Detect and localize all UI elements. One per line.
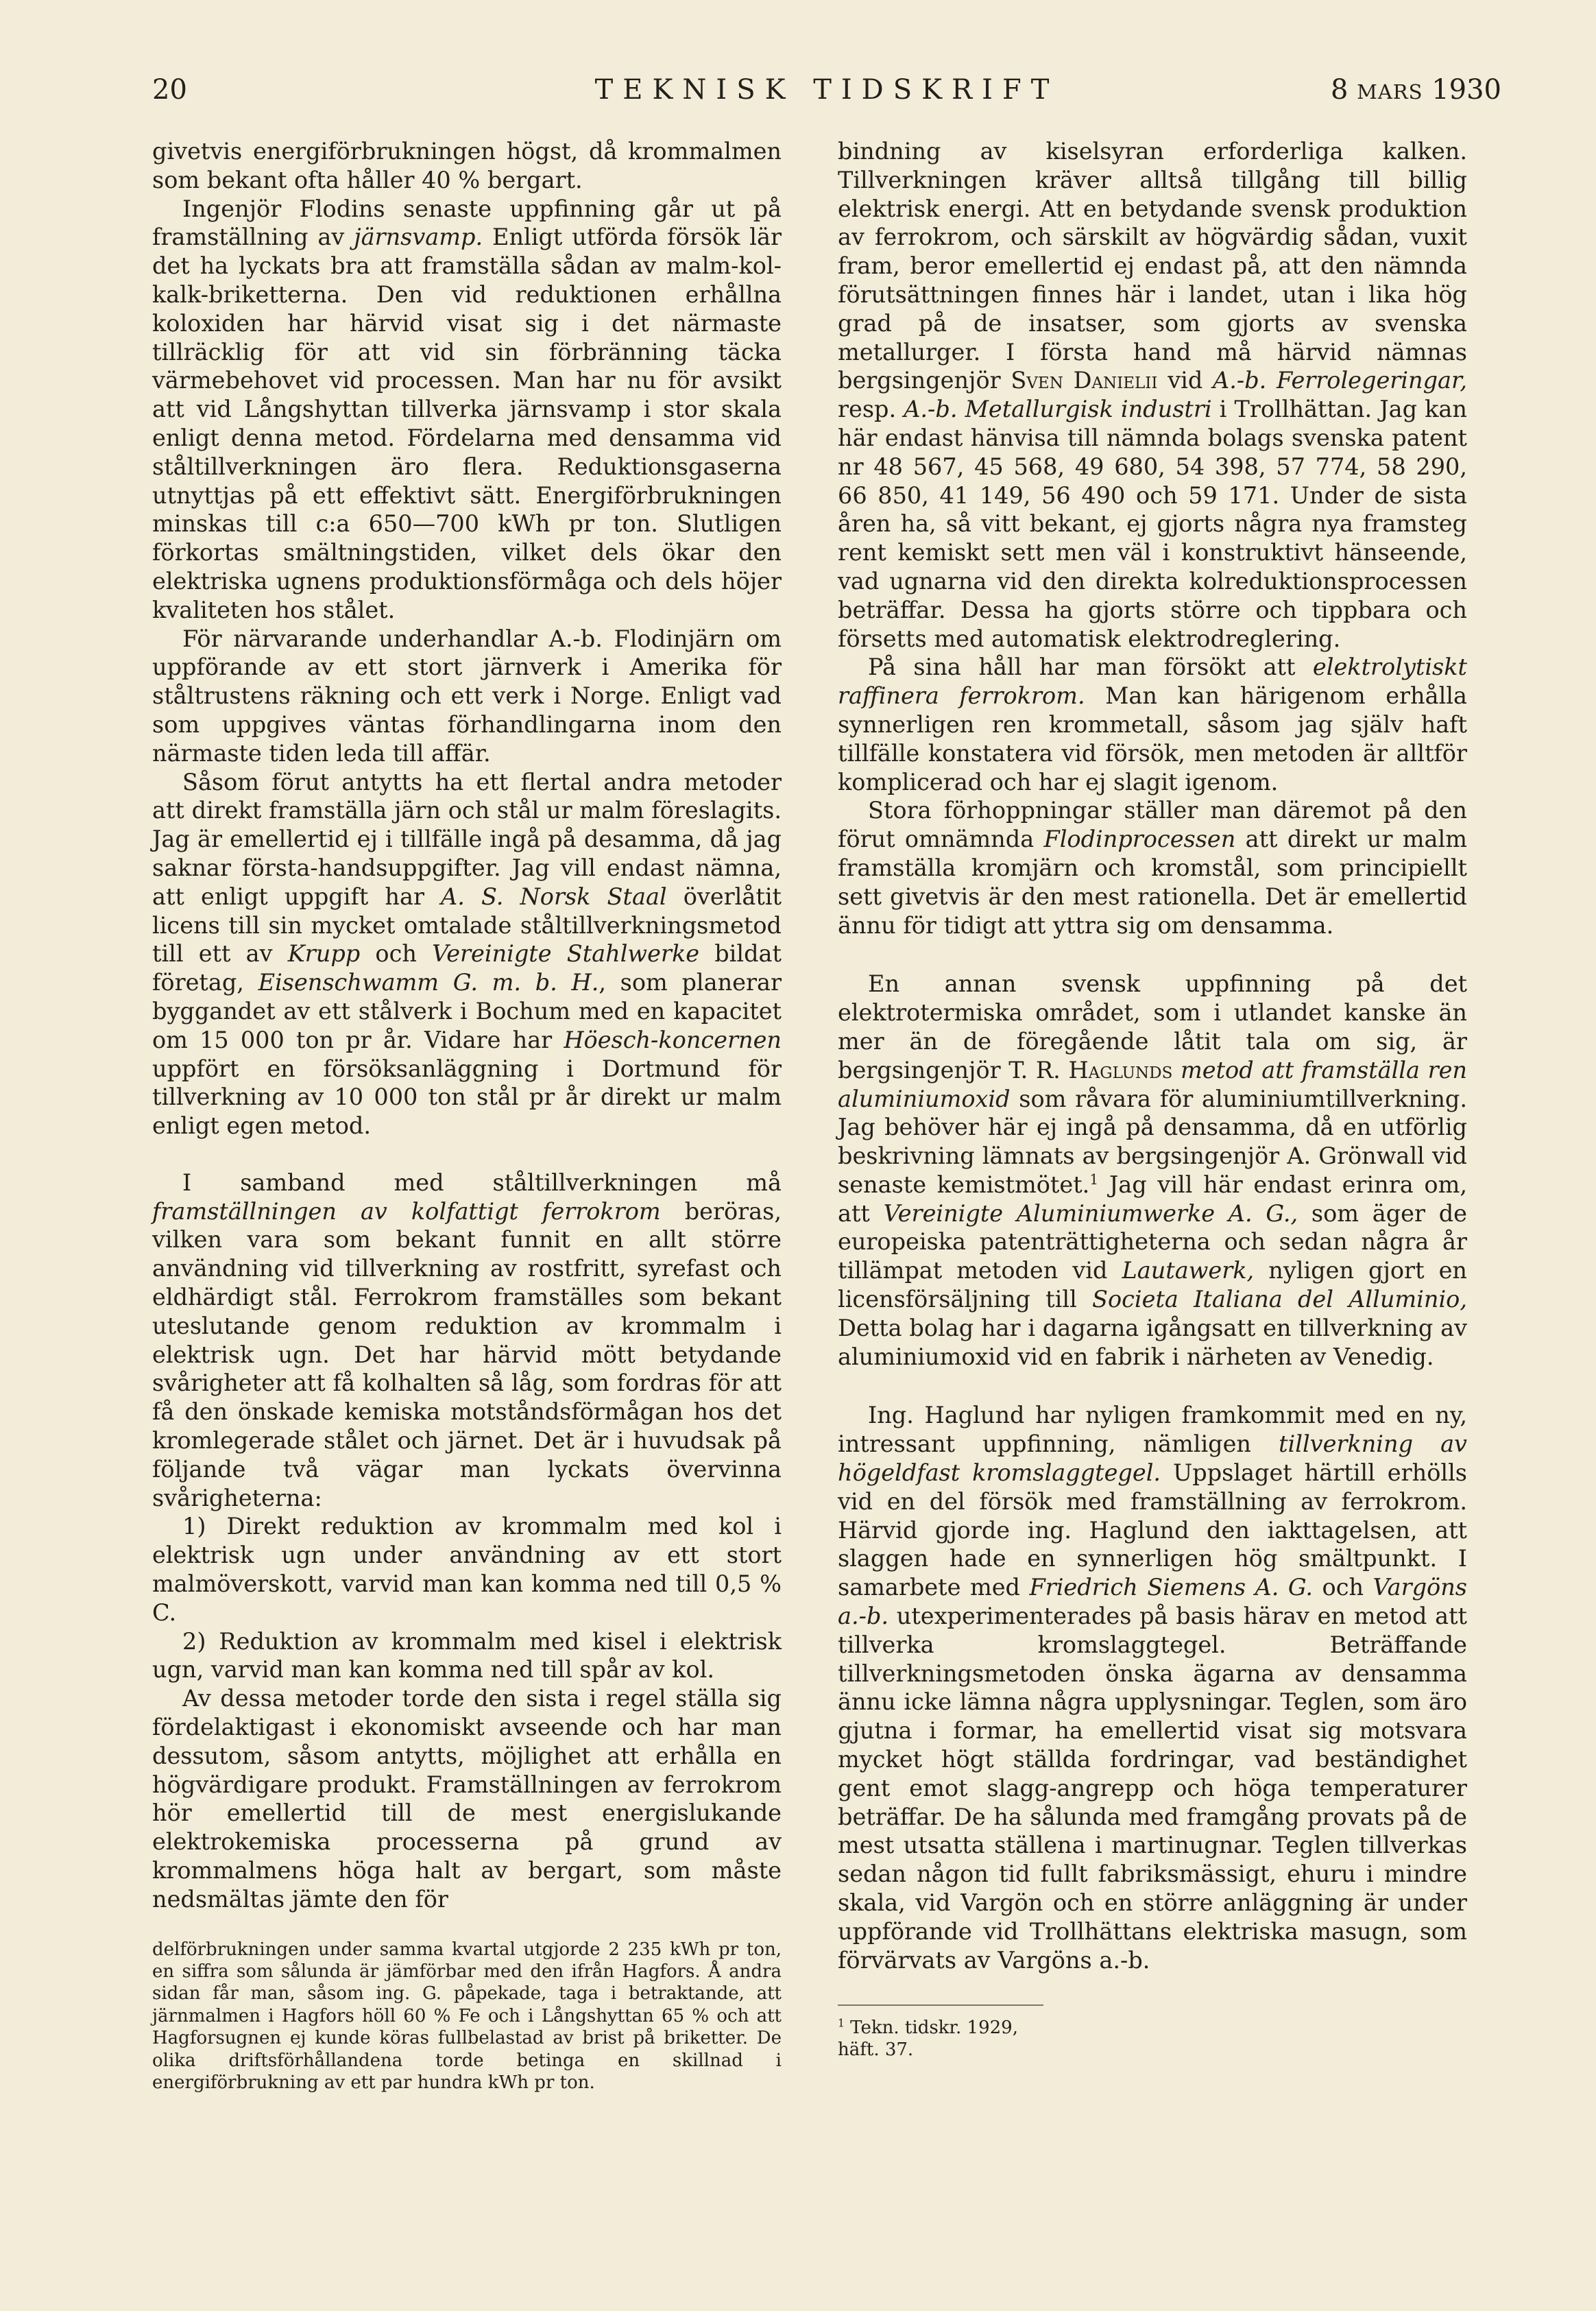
- paragraph: Ingenjör Flodins senaste uppfinning går ut på framställning av järnsvamp. Enligt utförda försök lär det ha lyckats bra att framställa sådan av malm-kol-kalk-briketterna. Den vid reduktionen erhållna koloxiden har härvid visat sig i det närmaste tillräcklig för att vid sin förbränning täcka värmebehovet vid processen. Man har nu för avsikt att vid Långshyttan tillverka järnsvamp i stor skala enligt denna metod. Fördelarna med densamma vid ståltillverkningen äro flera. Reduktionsgaserna utnyttjas på ett effektivt sätt. Energiförbrukningen minskas till c:a 650—700 kWh pr ton. Slutligen förkortas smältningstiden, vilket dels ökar den elektriska ugnens produktionsförmåga och dels höjer kvaliteten hos stålet.: [152, 195, 782, 623]
- footnote-text: $^1$ Tekn. tidskr. 1929, häft. 37.: [838, 2017, 1018, 2061]
- paragraph: I samband med ståltillverkningen må framställningen av kolfattigt ferrokrom beröras, vilken vara som bekant funnit en allt större användning vid tillverkning av rostfritt, syrefast och eldhärdigt stål. Ferrokrom framställes som bekant uteslutande genom reduktion av krommalm i elektrisk ugn. Det har härvid mött betydande svårigheter att få kolhalten så låg, som fordras för att få den önskade kemiska motståndsförmågan hos det kromlegerade stålet och järnet. Det är i huvudsak på följande två vägar man lyckats övervinna svårigheterna:: [152, 1169, 782, 1511]
- paragraph: En annan svensk uppfinning på det elektrotermiska området, som i utlandet kanske än mer än de föregående låtit tala om sig, är bergsingenjör T. R. Haglunds metod att framställa ren aluminiumoxid som råvara för aluminiumtillverkning. Jag behöver här ej ingå på densamma, då en utförlig beskrivning lämnats av bergsingenjör A. Grönwall vid senaste kemistmötet.$^1$ Jag vill här endast erinra om, att Vereinigte Aluminiumwerke A. G., som äger de europeiska patenträttigheterna och sedan några år tillämpat metoden vid Lautawerk, nyligen gjort en licensförsäljning till Societa Italiana del Alluminio, Detta bolag har i dagarna igångsatt en tillverkning av aluminiumoxid vid en fabrik i närheten av Venedig.: [838, 970, 1467, 1370]
- footnote-text: delförbrukningen under samma kvartal utgjorde 2 235 kWh pr ton, en siffra som sålunda är jämförbar med den ifrån Hagfors. Å andra sidan får man, såsom ing. G. påpekade, taga i betraktande, att järnmalmen i Hagfors höll 60 % Fe och i Långshyttan 65 % och att Hagforsugnen ej kunde köras fullbelastad av brist på briketter. De olika driftsförhållandena torde betinga en skillnad i energiförbrukning av ett par hundra kWh pr ton.: [152, 1939, 782, 2094]
- paragraph: bindning av kiselsyran erforderliga kalken. Tillverkningen kräver alltså tillgång till billig elektrisk energi. Att en betydande svensk produktion av ferrokrom, och särskilt av högvärdig sådan, vuxit fram, beror emellertid ej endast på, att den nämnda förutsättningen finnes här i landet, utan i lika hög grad på de insatser, som gjorts av svenska metallurger. I första hand må härvid nämnas bergsingenjör Sven Danielii vid A.-b. Ferrolegeringar, resp. A.-b. Metallurgisk industri i Trollhättan. Jag kan här endast hänvisa till nämnda bolags svenska patent nr 48 567, 45 568, 49 680, 54 398, 57 774, 58 290, 66 850, 41 149, 56 490 och 59 171. Under de sista åren ha, så vitt bekant, ej gjorts några nya framsteg rent kemiskt sett men väl i konstruktivt hänseende, vad ugnarna vid den direkta kolreduktionsprocessen beträffar. Dessa ha gjorts större och tippbara och försetts med automatisk elektrodreglering.: [838, 138, 1467, 652]
- footnote-continuation: [152, 1939, 782, 2094]
- page-number: 20: [152, 74, 187, 106]
- paragraph: För närvarande underhandlar A.-b. Flodinjärn om uppförande av ett stort järnverk i Amerika för ståltrustens räkning och ett verk i Norge. Enligt vad som uppgives väntas förhandlingarna inom den närmaste tiden leda till affär.: [152, 625, 782, 767]
- paragraph: Ing. Haglund har nyligen framkommit med en ny, intressant uppfinning, nämligen tillverkning av högeldfast kromslaggtegel. Uppslaget härtill erhölls vid en del försök med framställning av ferrokrom. Härvid gjorde ing. Haglund den iakttagelsen, att slaggen hade en synnerligen hög smältpunkt. I samarbete med Friedrich Siemens A. G. och Vargöns a.-b. utexperimenterades på basis härav en metod att tillverka kromslaggtegel. Beträffande tillverkningsmetoden önska ägarna av densamma ännu icke lämna några upplysningar. Teglen, som äro gjutna i formar, ha emellertid visat sig motsvara mycket högt ställda fordringar, vad beständighet gent emot slagg-angrepp och höga temperaturer beträffar. De ha sålunda med framgång provats på de mest utsatta ställena i martinugnar. Teglen tillverkas sedan någon tid fullt fabriksmässigt, ehuru i mindre skala, vid Vargön och en större anläggning är under uppförande vid Trollhättans elektriska masugn, som förvärvats av Vargöns a.-b.: [838, 1402, 1467, 1974]
- paragraph: Stora förhoppningar ställer man däremot på den förut omnämnda Flodinprocessen att direkt ur malm framställa kromjärn och kromstål, som principiellt sett givetvis är den mest rationella. Det är emellertid ännu för tidigt att yttra sig om densamma.: [838, 797, 1467, 939]
- paragraph: Av dessa metoder torde den sista i regel ställa sig fördelaktigast i ekonomiskt avseende och har man dessutom, såsom antytts, möjlighet att erhålla en högvärdigare produkt. Framställningen av ferrokrom hör emellertid till de mest energislukande elektrokemiska processerna på grund av krommalmens höga halt av bergart, som måste nedsmältas jämte den för: [152, 1685, 782, 1913]
- list-item: 2) Reduktion av krommalm med kisel i elektrisk ugn, varvid man kan komma ned till spår av kol.: [152, 1627, 782, 1684]
- footnote: [838, 2004, 1043, 2061]
- right-column: [838, 137, 1467, 2061]
- list-item: 1) Direkt reduktion av krommalm med kol i elektrisk ugn under användning av ett stort malmöverskott, varvid man kan komma ned till 0,5 % C.: [152, 1513, 782, 1626]
- paragraph: givetvis energiförbrukningen högst, då krommalmen som bekant ofta håller 40 % bergart.: [152, 138, 782, 193]
- footnote-ref: 1: [1089, 1171, 1099, 1188]
- running-header: [152, 74, 1501, 115]
- left-column: [152, 137, 782, 2094]
- paragraph: På sina håll har man försökt att elektrolytiskt raffinera ferrokrom. Man kan härigenom erhålla synnerligen ren krommetall, såsom jag själv haft tillfälle konstatera vid försök, men metoden är alltför komplicerad och har ej slagit igenom.: [838, 654, 1467, 795]
- journal-title: TEKNISK TIDSKRIFT: [594, 74, 1059, 106]
- issue-date: 8 MARS 1930: [1330, 74, 1501, 106]
- paragraph: Såsom förut antytts ha ett flertal andra metoder att direkt framställa järn och stål ur malm föreslagits. Jag är emellertid ej i tillfälle ingå på desamma, då jag saknar första-handsuppgifter. Jag vill endast nämna, att enligt uppgift har A. S. Norsk Staal överlåtit licens till sin mycket omtalade ståltillverkningsmetod till ett av Krupp och Vereinigte Stahlwerke bildat företag, Eisenschwamm G. m. b. H., som planerar byggandet av ett stålverk i Bochum med en kapacitet om 15 000 ton pr år. Vidare har Höesch-koncernen uppfört en försöksanläggning i Dortmund för tillverkning av 10 000 ton stål pr år direkt ur malm enligt egen metod.: [152, 768, 782, 1140]
